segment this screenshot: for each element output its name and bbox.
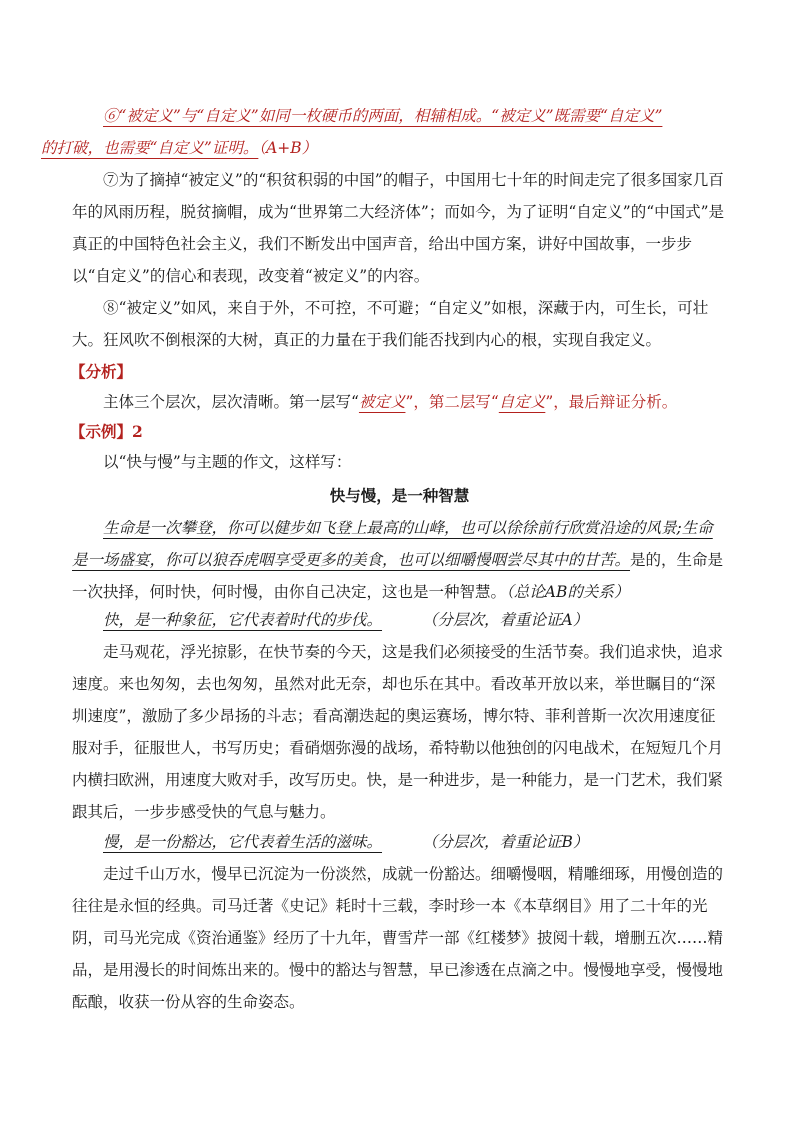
- essay-title: 快与慢，是一种智慧: [329, 486, 470, 505]
- slow-heading: 慢，是一份豁达，它代表着生活的滋味。 （分层次，着重论证B）: [103, 833, 589, 851]
- term-bei-dingyi: 被定义: [358, 393, 406, 411]
- fast-note: （分层次，着重论证A）: [422, 611, 589, 629]
- paragraph-6-line2: 的打破，也需要“自定义”证明。: [41, 139, 259, 157]
- essay-opening: [72, 512, 727, 608]
- paragraph-6-note: （A+B）: [258, 139, 318, 157]
- slow-body: 走过千山万水，慢早已沉淀为一份淡然，成就一份豁达。细嚼慢咽，精雕细琢，用慢创造的往往是永恒的经典。司马迁著《史记》耗时十三载，李时珍一本《本草纲目》用了二十年的光阴，司马光完成《资治通鉴》经历了十九年，曹雪芹一部《红楼梦》披阅十载，增删五次……精品，是用漫长的时间炼出来的。慢中的豁达与智慧，早已渗透在点滴之中。慢慢地享受，慢慢地酝酿，收获一份从容的生命姿态。: [72, 865, 724, 1011]
- paragraph-6-line1: ⑥“被定义”与“自定义”如同一枚硬币的两面，相辅相成。“被定义”既需要“自定义”: [103, 107, 663, 125]
- slow-note: （分层次，着重论证B）: [422, 833, 589, 851]
- paragraph-6: [41, 100, 727, 164]
- term-zi-dingyi: 自定义: [498, 393, 546, 411]
- opening-underlined: 生命是一次攀登，你可以健步如飞登上最高的山峰，也可以徐徐前行欣赏沿途的风景;生命是一场盛宴，你可以狼吞虎咽享受更多的美食，也可以细嚼慢咽尝尽其中的甘苦。: [72, 519, 713, 569]
- opening-note: （总论AB的关系）: [506, 583, 630, 601]
- paragraph-8: ⑧“被定义”如风，来自于外，不可控，不可避；“自定义”如根，深藏于内，可生长，可壮大。狂风吹不倒根深的大树，真正的力量在于我们能否找到内心的根，实现自我定义。: [72, 299, 709, 349]
- fast-heading: 快，是一种象征，它代表着时代的步伐。 （分层次，着重论证A）: [103, 611, 589, 629]
- opening-rest: 是的，生命是一次抉择，何时快，何时慢，由你自己决定，这也是一种智慧。: [72, 551, 724, 601]
- example-intro: 以“快与慢”与主题的作文，这样写：: [103, 453, 352, 471]
- paragraph-7: ⑦为了摘掉“被定义”的“积贫积弱的中国”的帽子，中国用七十年的时间走完了很多国家几百年的风雨历程，脱贫摘帽，成为“世界第二大经济体”；而如今，为了证明“自定义”的“中国式”是真正的中国特色社会主义，我们不断发出中国声音，给出中国方案，讲好中国故事，一步步以“自定义”的信心和表现，改变着“被定义”的内容。: [72, 171, 725, 285]
- analysis-text: 主体三个层次，层次清晰。第一层写“被定义”，第二层写“自定义”，最后辩证分析。: [103, 393, 678, 411]
- analysis-label: 【分析】: [70, 362, 133, 381]
- fast-body: 走马观花，浮光掠影，在快节奏的今天，这是我们必须接受的生活节奏。我们追求快，追求速度。来也匆匆，去也匆匆，虽然对此无奈，却也乐在其中。看改革开放以来，举世瞩目的“深圳速度”，激励了多少昂扬的斗志；看高潮迭起的奥运赛场，博尔特、菲利普斯一次次用速度征服对手，征服世人，书写历史；看硝烟弥漫的战场，希特勒以他独创的闪电战术，在短短几个月内横扫欧洲，用速度大败对手，改写历史。快，是一种进步，是一种能力，是一门艺术，我们紧跟其后，一步步感受快的气息与魅力。: [72, 643, 724, 821]
- example-label: 【示例】2: [70, 422, 143, 441]
